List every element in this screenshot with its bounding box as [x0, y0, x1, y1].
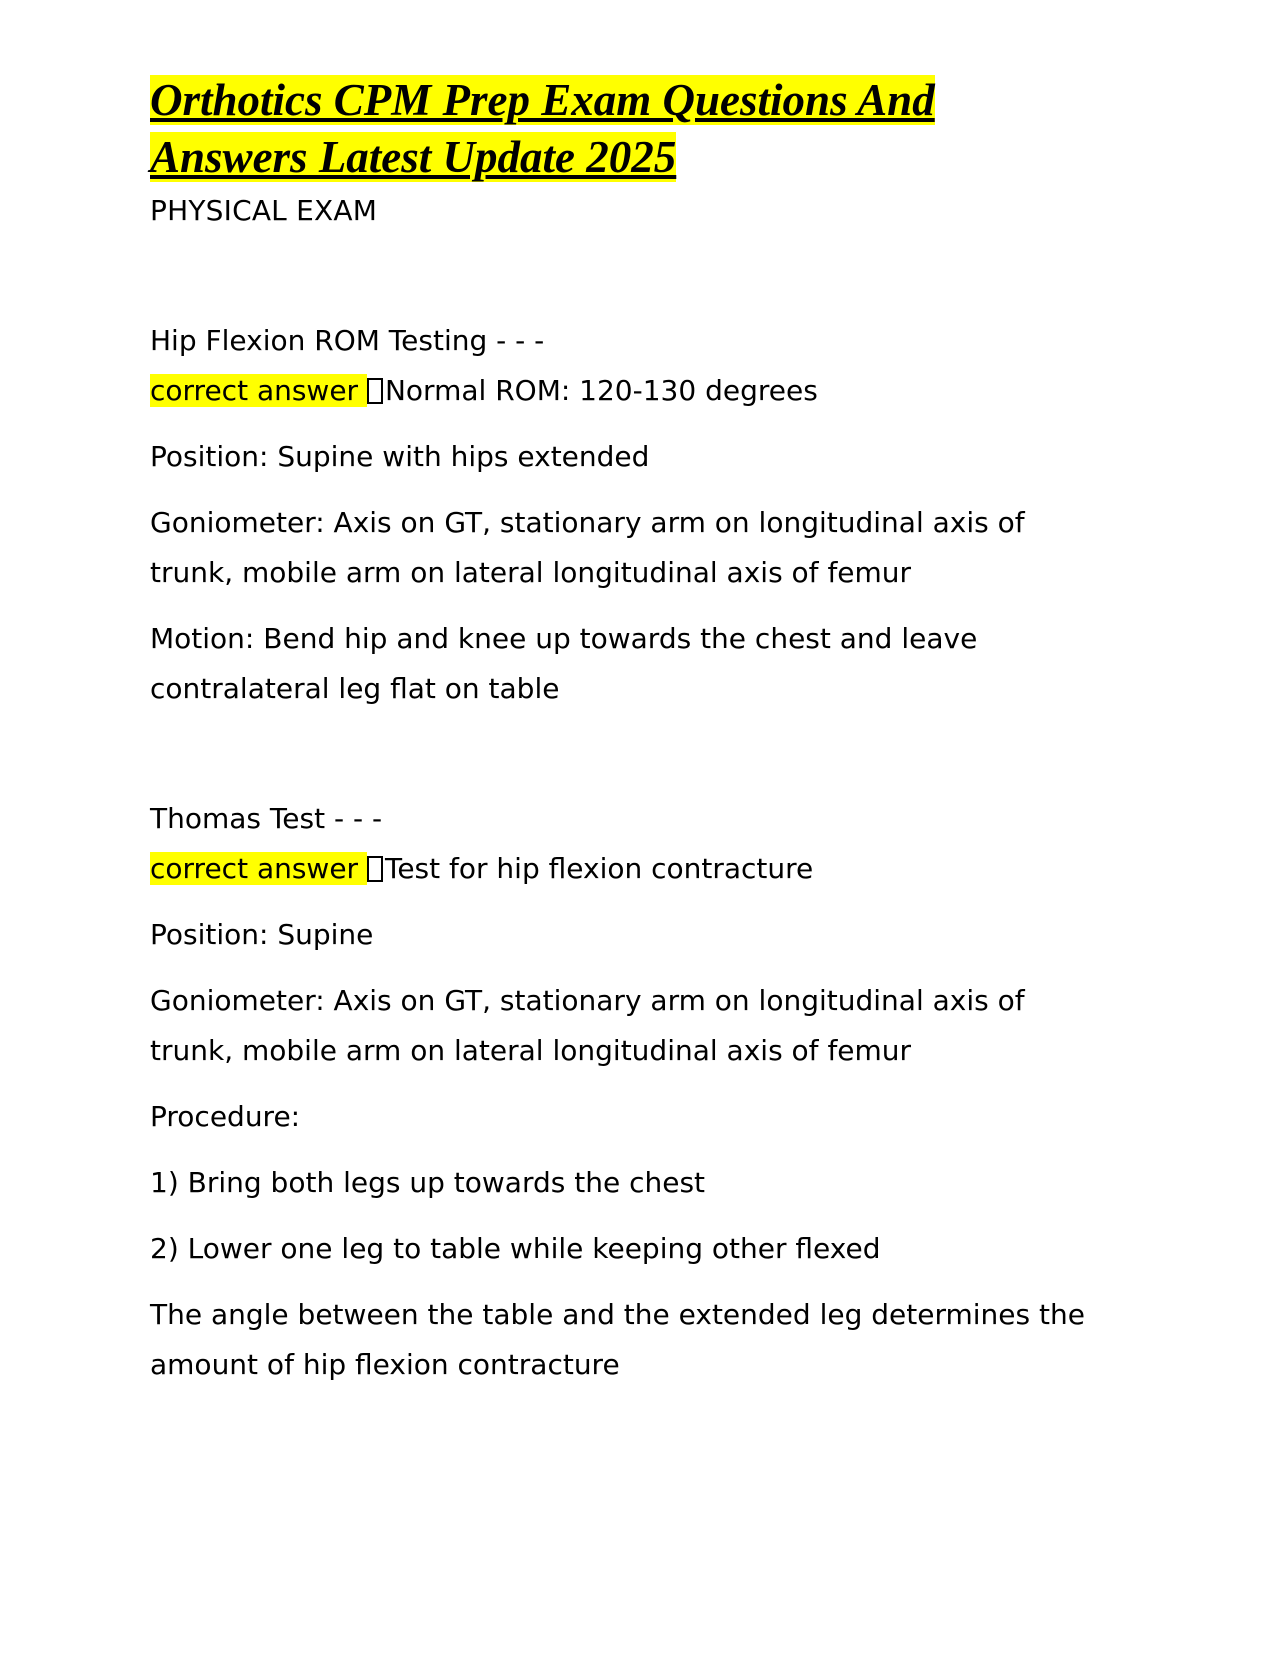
spacer: [150, 1274, 1110, 1290]
title-line-2: Answers Latest Update 2025: [150, 132, 677, 182]
title-line-1: Orthotics CPM Prep Exam Questions And: [150, 75, 935, 125]
question-block: [150, 316, 1110, 714]
spacer: [150, 416, 1110, 432]
answer-detail: 1) Bring both legs up towards the chest: [150, 1166, 706, 1199]
answer-detail: The angle between the table and the extended leg determines the amount of hip flexion contracture: [150, 1298, 1085, 1381]
missing-glyph-icon: [367, 378, 383, 404]
answer-detail: 2) Lower one leg to table while keeping other flexed: [150, 1232, 881, 1265]
question-text: Thomas Test - - -: [150, 802, 383, 835]
document-title: [150, 72, 1050, 186]
answer-detail: Goniometer: Axis on GT, stationary arm on longitudinal axis of trunk, mobile arm on lateral longitudinal axis of femur: [150, 984, 1025, 1067]
answer-detail: Position: Supine with hips extended: [150, 440, 650, 473]
answer-line: [150, 366, 1110, 416]
spacer: [150, 236, 1110, 316]
answer-detail: Position: Supine: [150, 918, 374, 951]
answer-detail: Goniometer: Axis on GT, stationary arm on longitudinal axis of trunk, mobile arm on lateral longitudinal axis of femur: [150, 506, 1025, 589]
answer-label: correct answer: [150, 374, 367, 407]
spacer: [150, 1142, 1110, 1158]
spacer: [150, 598, 1110, 614]
spacer: [150, 714, 1110, 794]
spacer: [150, 1076, 1110, 1092]
spacer: [150, 482, 1110, 498]
question-block: [150, 794, 1110, 1390]
spacer: [150, 960, 1110, 976]
spacer: [150, 1208, 1110, 1224]
section-heading: PHYSICAL EXAM: [150, 194, 378, 227]
spacer: [150, 894, 1110, 910]
document-content: [150, 72, 1110, 1390]
answer-detail: Procedure:: [150, 1100, 301, 1133]
question-text: Hip Flexion ROM Testing - - -: [150, 324, 545, 357]
missing-glyph-icon: [367, 856, 383, 882]
answer-label: correct answer: [150, 852, 367, 885]
answer-line: [150, 844, 1110, 894]
answer-detail: Motion: Bend hip and knee up towards the chest and leave contralateral leg flat on table: [150, 622, 978, 705]
answer-text: Normal ROM: 120-130 degrees: [384, 374, 818, 407]
answer-text: Test for hip flexion contracture: [384, 852, 814, 885]
